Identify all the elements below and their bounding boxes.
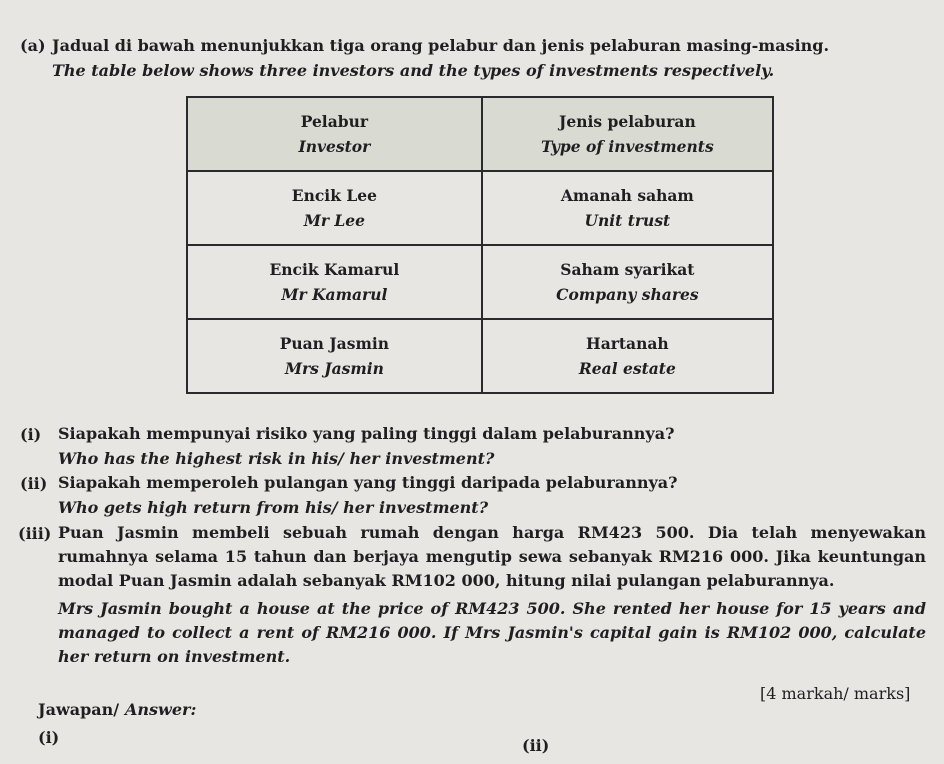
table-header-row <box>187 97 773 171</box>
investor-cell <box>187 319 482 393</box>
investment-cell <box>482 171 773 245</box>
question-2-malay: Siapakah memperoleh pulangan yang tinggi daripada pelaburannya? <box>58 473 678 492</box>
question-2-english: Who gets high return from his/ her investment? <box>58 498 489 517</box>
header-type-en: Type of investments <box>541 137 714 156</box>
investor-cell <box>187 245 482 319</box>
table-row <box>187 171 773 245</box>
investment-en: Unit trust <box>584 211 671 230</box>
header-investor-en: Investor <box>298 137 371 156</box>
investment-ms: Saham syarikat <box>560 260 695 279</box>
question-2-number: (ii) <box>20 474 48 493</box>
investment-ms: Amanah saham <box>560 186 694 205</box>
investor-ms: Encik Lee <box>291 186 377 205</box>
investor-cell <box>187 171 482 245</box>
question-3-number: (iii) <box>18 524 52 543</box>
answer-part-i: (i) <box>38 728 60 747</box>
answer-label-ms: Jawapan/ <box>38 700 120 719</box>
investors-table <box>186 96 774 394</box>
investor-en: Mr Kamarul <box>281 285 388 304</box>
question-3-malay: Puan Jasmin membeli sebuah rumah dengan harga RM423 500. Dia telah menyewakan rumahnya selama 15 tahun dan berjaya mengutip sewa sebanyak RM216 000. Jika keuntungan modal Puan Jasmin adalah sebanyak RM102 000, hitung nilai pulangan pelaburannya. <box>58 523 926 590</box>
answer-label-en: Answer: <box>125 700 197 719</box>
intro-english: The table below shows three investors and the types of investments respectively. <box>52 61 775 80</box>
marks-label: [4 markah/ marks] <box>760 684 911 703</box>
header-type-ms: Jenis pelaburan <box>559 112 696 131</box>
part-label: (a) <box>20 36 46 55</box>
intro-malay: Jadual di bawah menunjukkan tiga orang pelabur dan jenis pelaburan masing-masing. <box>52 36 830 55</box>
investor-ms: Encik Kamarul <box>269 260 400 279</box>
investor-en: Mrs Jasmin <box>284 359 384 378</box>
investor-en: Mr Lee <box>303 211 366 230</box>
table-row <box>187 319 773 393</box>
question-3-english: Mrs Jasmin bought a house at the price of RM423 500. She rented her house for 15 years and managed to collect a rent of RM216 000. If Mrs Jasmin's capital gain is RM102 000, calculate her return on investment. <box>58 599 926 666</box>
investment-cell <box>482 245 773 319</box>
answer-part-ii: (ii) <box>522 736 550 755</box>
investment-en: Company shares <box>556 285 699 304</box>
investment-cell <box>482 319 773 393</box>
question-1-malay: Siapakah mempunyai risiko yang paling tinggi dalam pelaburannya? <box>58 424 675 443</box>
investment-en: Real estate <box>578 359 676 378</box>
investor-ms: Puan Jasmin <box>279 334 390 353</box>
question-1-english: Who has the highest risk in his/ her investment? <box>58 449 495 468</box>
investment-ms: Hartanah <box>586 334 669 353</box>
header-cell-type <box>482 97 773 171</box>
question-1-number: (i) <box>20 425 42 444</box>
header-cell-investor <box>187 97 482 171</box>
header-investor-ms: Pelabur <box>300 112 369 131</box>
table-row <box>187 245 773 319</box>
